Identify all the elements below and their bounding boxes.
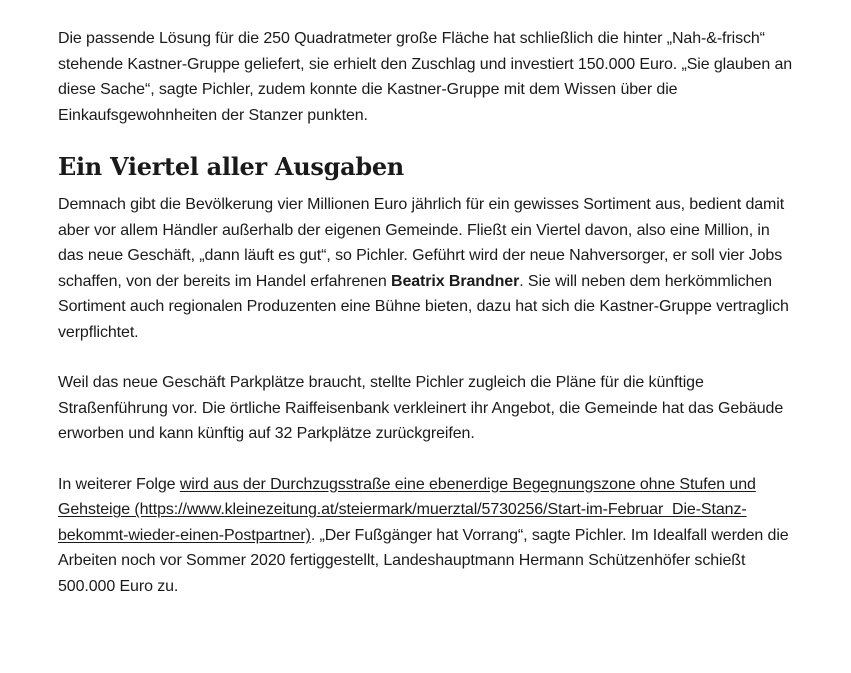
paragraph-3 (58, 370, 798, 447)
person-name-bold: Beatrix Brandner (390, 272, 520, 290)
paragraph-4-text-after: . „Der Fußgänger hat Vorrang“, sagte Pichler. Im Idealfall werden die Arbeiten noch vor Sommer 2020 fertiggestellt, Landeshauptmann Hermann Schützenhöfer schießt 500.000 Euro zu. (58, 526, 789, 595)
paragraph-4 (58, 472, 798, 600)
article-body (58, 26, 798, 599)
section-heading: Ein Viertel aller Ausgaben (58, 152, 404, 181)
paragraph-2 (58, 192, 798, 345)
paragraph-2-text-before: Demnach gibt die Bevölkerung vier Millionen Euro jährlich für ein gewisses Sortiment aus, bedient damit aber vor allem Händler außerhalb der eigenen Gemeinde. Fließt ein Viertel davon, also eine Million, in das neue Geschäft, „dann läuft es gut“, so Pichler. Geführt wird der neue Nahversorger, er soll vier Jobs schaffen, von der bereits im Handel erfahrenen (58, 196, 785, 290)
article-link[interactable]: wird aus der Durchzugsstraße eine ebenerdige Begegnungszone ohne Stufen und Gehsteige (https://www.kleinezeitung.at/steiermark/muerztal/5730256/Start-im-Februar_Die-Stanz-bekommt-wieder-einen-Postpartner) (58, 475, 756, 544)
paragraph-3-text: Weil das neue Geschäft Parkplätze braucht, stellte Pichler zugleich die Pläne für die künftige Straßenführung vor. Die örtliche Raiffeisenbank verkleinert ihr Angebot, die Gemeinde hat das Gebäude erworben und kann künftig auf 32 Parkplätze zurückgreifen. (58, 374, 784, 442)
paragraph-2-text-after: . Sie will neben dem herkömmlichen Sortiment auch regionalen Produzenten eine Bühne bieten, dazu hat sich die Kastner-Gruppe vertraglich verpflichtet. (58, 272, 789, 341)
paragraph-1 (58, 26, 798, 128)
paragraph-4-text-before: In weiterer Folge (58, 475, 180, 493)
paragraph-1-text: Die passende Lösung für die 250 Quadratmeter große Fläche hat schließlich die hinter „Nah-&-frisch“ stehende Kastner-Gruppe geliefert, sie erhielt den Zuschlag und investiert 150.000 Euro. „Sie glauben an diese Sache“, sagte Pichler, zudem konnte die Kastner-Gruppe mit dem Wissen über die Einkaufsgewohnheiten der Stanzer punkten. (58, 30, 793, 124)
